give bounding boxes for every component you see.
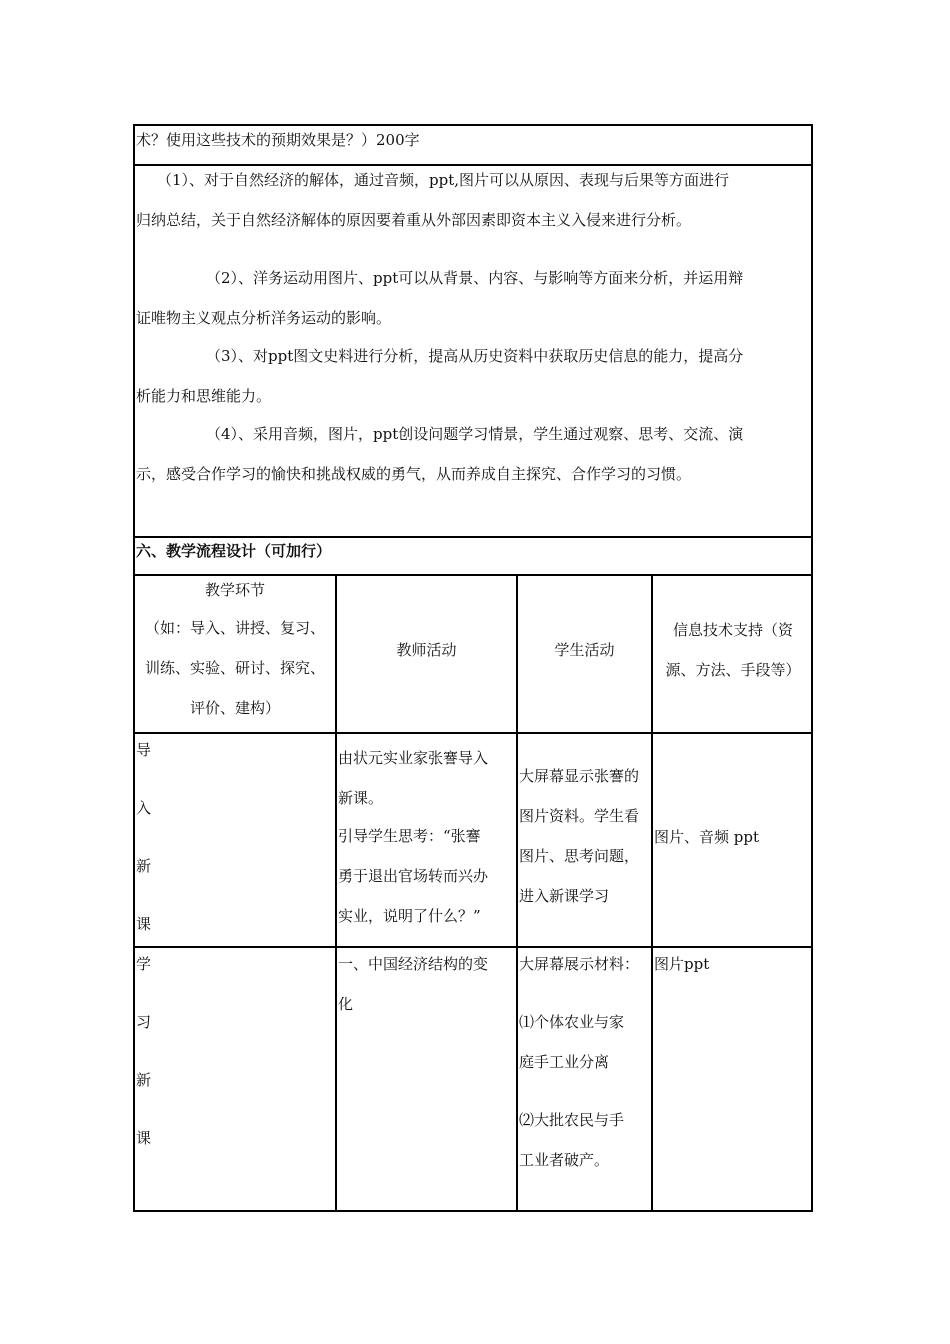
row2-student-line5: 工业者破产。 (519, 1151, 610, 1169)
row2-stage-char4: 课 (136, 1129, 152, 1147)
header-student: 学生活动 (554, 641, 615, 659)
row1-teacher-line4: 勇于退出官场转而兴办 (338, 867, 489, 885)
para2-line1: （2）、洋务运动用图片、ppt可以从背景、内容、与影响等方面来分析，并运用辩 (206, 269, 744, 287)
row1-teacher-line2: 新课。 (338, 789, 384, 807)
row1-stage-char4: 课 (136, 915, 152, 933)
row2-student-line1: 大屏幕展示材料： (519, 955, 640, 973)
row2-tech: 图片ppt (654, 955, 710, 973)
para3-line2: 析能力和思维能力。 (136, 387, 272, 405)
para1-line2: 归纳总结，关于自然经济解体的原因要着重从外部因素即资本主义入侵来进行分析。 (136, 211, 692, 229)
header-teacher: 教师活动 (396, 641, 457, 659)
row2-teacher-line1: 一、中国经济结构的变 (338, 955, 489, 973)
row1-tech: 图片、音频 ppt (654, 828, 760, 846)
header-stage-line4: 评价、建构） (189, 699, 280, 717)
row2-stage-char2: 习 (136, 1013, 152, 1031)
row1-teacher-line1: 由状元实业家张謇导入 (338, 749, 489, 767)
section5-header-text: 术？使用这些技术的预期效果是？）200字 (136, 131, 420, 149)
row1-stage-char2: 入 (136, 799, 152, 817)
row1-student-line2: 图片资料。学生看 (519, 807, 640, 825)
row2-student-line4: ⑵大批农民与手 (519, 1111, 625, 1129)
para4-line1: （4）、采用音频，图片，ppt创设问题学习情景，学生通过观察、思考、交流、演 (206, 425, 744, 443)
row1-divider (133, 946, 813, 948)
row1-teacher-line3: 引导学生思考：“张謇 (338, 827, 481, 845)
header-tech-line2: 源、方法、手段等） (665, 661, 801, 679)
row1-student-line4: 进入新课学习 (519, 887, 610, 905)
header-stage-line3: 训练、实验、研讨、探究、 (144, 659, 325, 677)
col-divider-1 (335, 574, 337, 1212)
header-stage-line2: （如：导入、讲授、复习、 (144, 619, 325, 637)
header-tech-line1: 信息技术支持（资 (672, 621, 793, 639)
row1-student-line1: 大屏幕显示张謇的 (519, 767, 640, 785)
section5-header-divider (133, 164, 813, 166)
header-stage-line1: 教学环节 (204, 581, 265, 599)
para3-line1: （3）、对ppt图文史料进行分析，提高从历史资料中获取历史信息的能力，提高分 (206, 347, 744, 365)
row1-stage-char1: 导 (136, 741, 152, 759)
section6-title-divider (133, 574, 813, 576)
para1-line1: （1）、对于自然经济的解体，通过音频，ppt,图片可以从原因、表现与后果等方面进行 (157, 171, 730, 189)
row2-stage-char1: 学 (136, 955, 152, 973)
row2-student-line2: ⑴个体农业与家 (519, 1013, 625, 1031)
row2-student-line3: 庭手工业分离 (519, 1053, 610, 1071)
row1-stage-char3: 新 (136, 857, 152, 875)
row2-teacher-line2: 化 (338, 995, 354, 1013)
para4-line2: 示，感受合作学习的愉快和挑战权威的勇气，从而养成自主探究、合作学习的习惯。 (136, 465, 692, 483)
para2-line2: 证唯物主义观点分析洋务运动的影响。 (136, 309, 392, 327)
row1-student-line3: 图片、思考问题， (519, 847, 640, 865)
section6-title: 六、教学流程设计（可加行） (136, 542, 332, 560)
row1-teacher-line5: 实业，说明了什么？” (338, 907, 481, 925)
header-row-divider (133, 732, 813, 734)
row2-stage-char3: 新 (136, 1071, 152, 1089)
col-divider-2 (516, 574, 518, 1212)
